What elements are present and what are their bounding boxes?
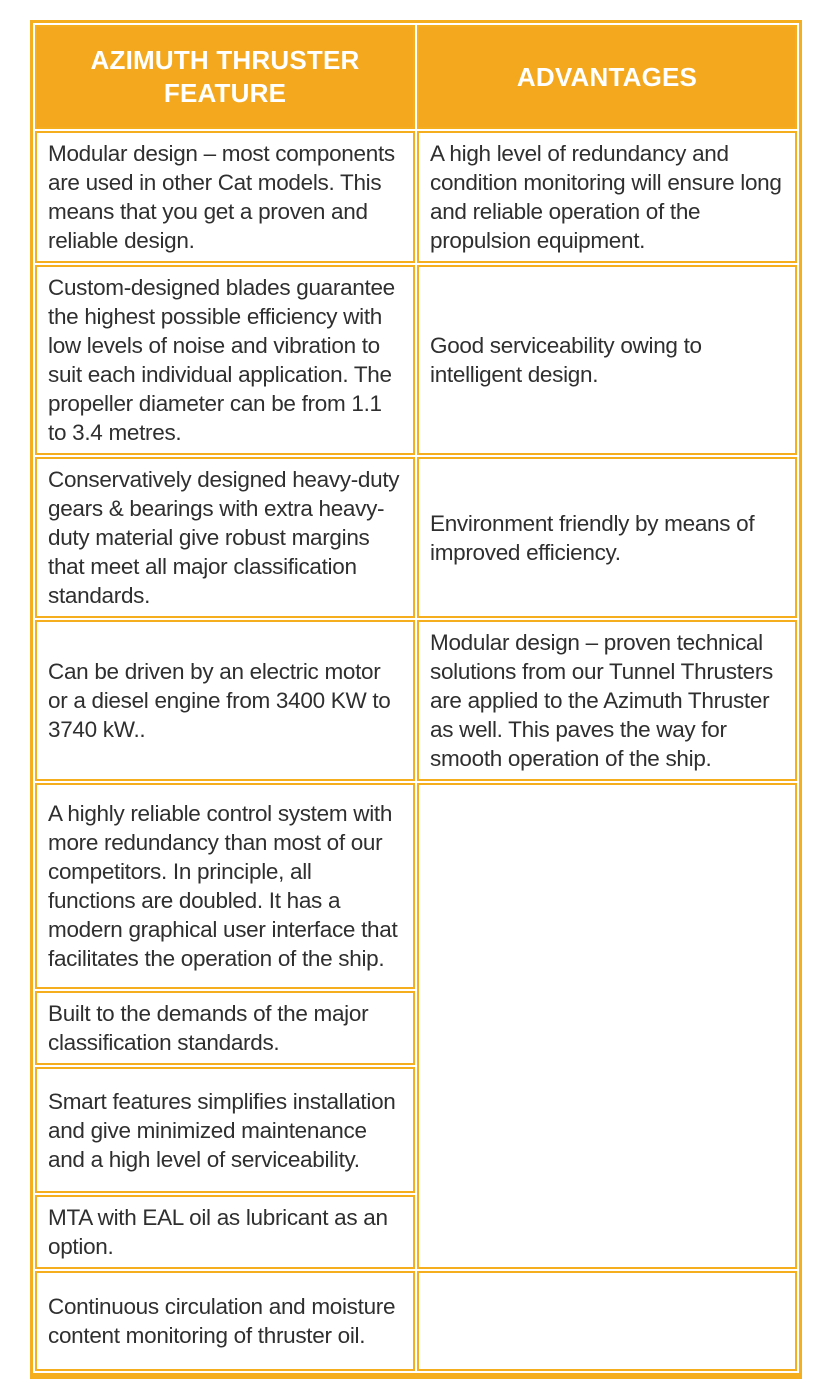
feature-cell-control-system: A highly reliable control system with more redundancy than most of our competitors. In principle, all functions are doubled. It has a modern graphical user interface that facilitates the operation of the ship. xyxy=(35,783,415,989)
advantage-cell-empty-last xyxy=(417,1271,797,1371)
header-cell-advantages xyxy=(417,25,797,129)
advantage-cell-redundancy: A high level of redundancy and condition monitoring will ensure long and reliable operation of the propulsion equipment. xyxy=(417,131,797,263)
header-advantages-label: ADVANTAGES xyxy=(516,61,698,92)
header-feature-label: AZIMUTH THRUSTER FEATURE xyxy=(90,45,360,108)
advantage-cell-environment: Environment friendly by means of improved efficiency. xyxy=(417,457,797,618)
advantage-cell-serviceability: Good serviceability owing to intelligent design. xyxy=(417,265,797,455)
feature-cell-custom-blades: Custom-designed blades guarantee the highest possible efficiency with low levels of noise and vibration to suit each individual application. The propeller diameter can be from 1.1 to 3.4 metres. xyxy=(35,265,415,455)
table-row xyxy=(35,620,797,781)
table-row xyxy=(35,265,797,455)
feature-cell-motor-engine: Can be driven by an electric motor or a diesel engine from 3400 KW to 3740 kW.. xyxy=(35,620,415,781)
feature-cell-smart-features: Smart features simplifies installation and give minimized maintenance and a high level of serviceability. xyxy=(35,1067,415,1193)
feature-cell-classification-standards: Built to the demands of the major classification standards. xyxy=(35,991,415,1065)
header-cell-feature xyxy=(35,25,415,129)
feature-cell-heavy-duty-gears: Conservatively designed heavy-duty gears & bearings with extra heavy-duty material give robust margins that meet all major classification standards. xyxy=(35,457,415,618)
comparison-table-container xyxy=(30,20,802,1379)
feature-cell-oil-monitoring: Continuous circulation and moisture content monitoring of thruster oil. xyxy=(35,1271,415,1371)
table-row xyxy=(35,1271,797,1371)
table-row xyxy=(35,131,797,263)
table-row xyxy=(35,783,797,989)
feature-cell-eal-oil: MTA with EAL oil as lubricant as an option. xyxy=(35,1195,415,1269)
advantage-cell-empty-merged xyxy=(417,783,797,1269)
table-row xyxy=(35,457,797,618)
azimuth-thruster-comparison-table xyxy=(30,20,802,1379)
advantage-cell-tunnel-thrusters: Modular design – proven technical solutions from our Tunnel Thrusters are applied to the Azimuth Thruster as well. This paves the way for smooth operation of the ship. xyxy=(417,620,797,781)
header-row xyxy=(35,25,797,129)
feature-cell-modular-design: Modular design – most components are used in other Cat models. This means that you get a proven and reliable design. xyxy=(35,131,415,263)
